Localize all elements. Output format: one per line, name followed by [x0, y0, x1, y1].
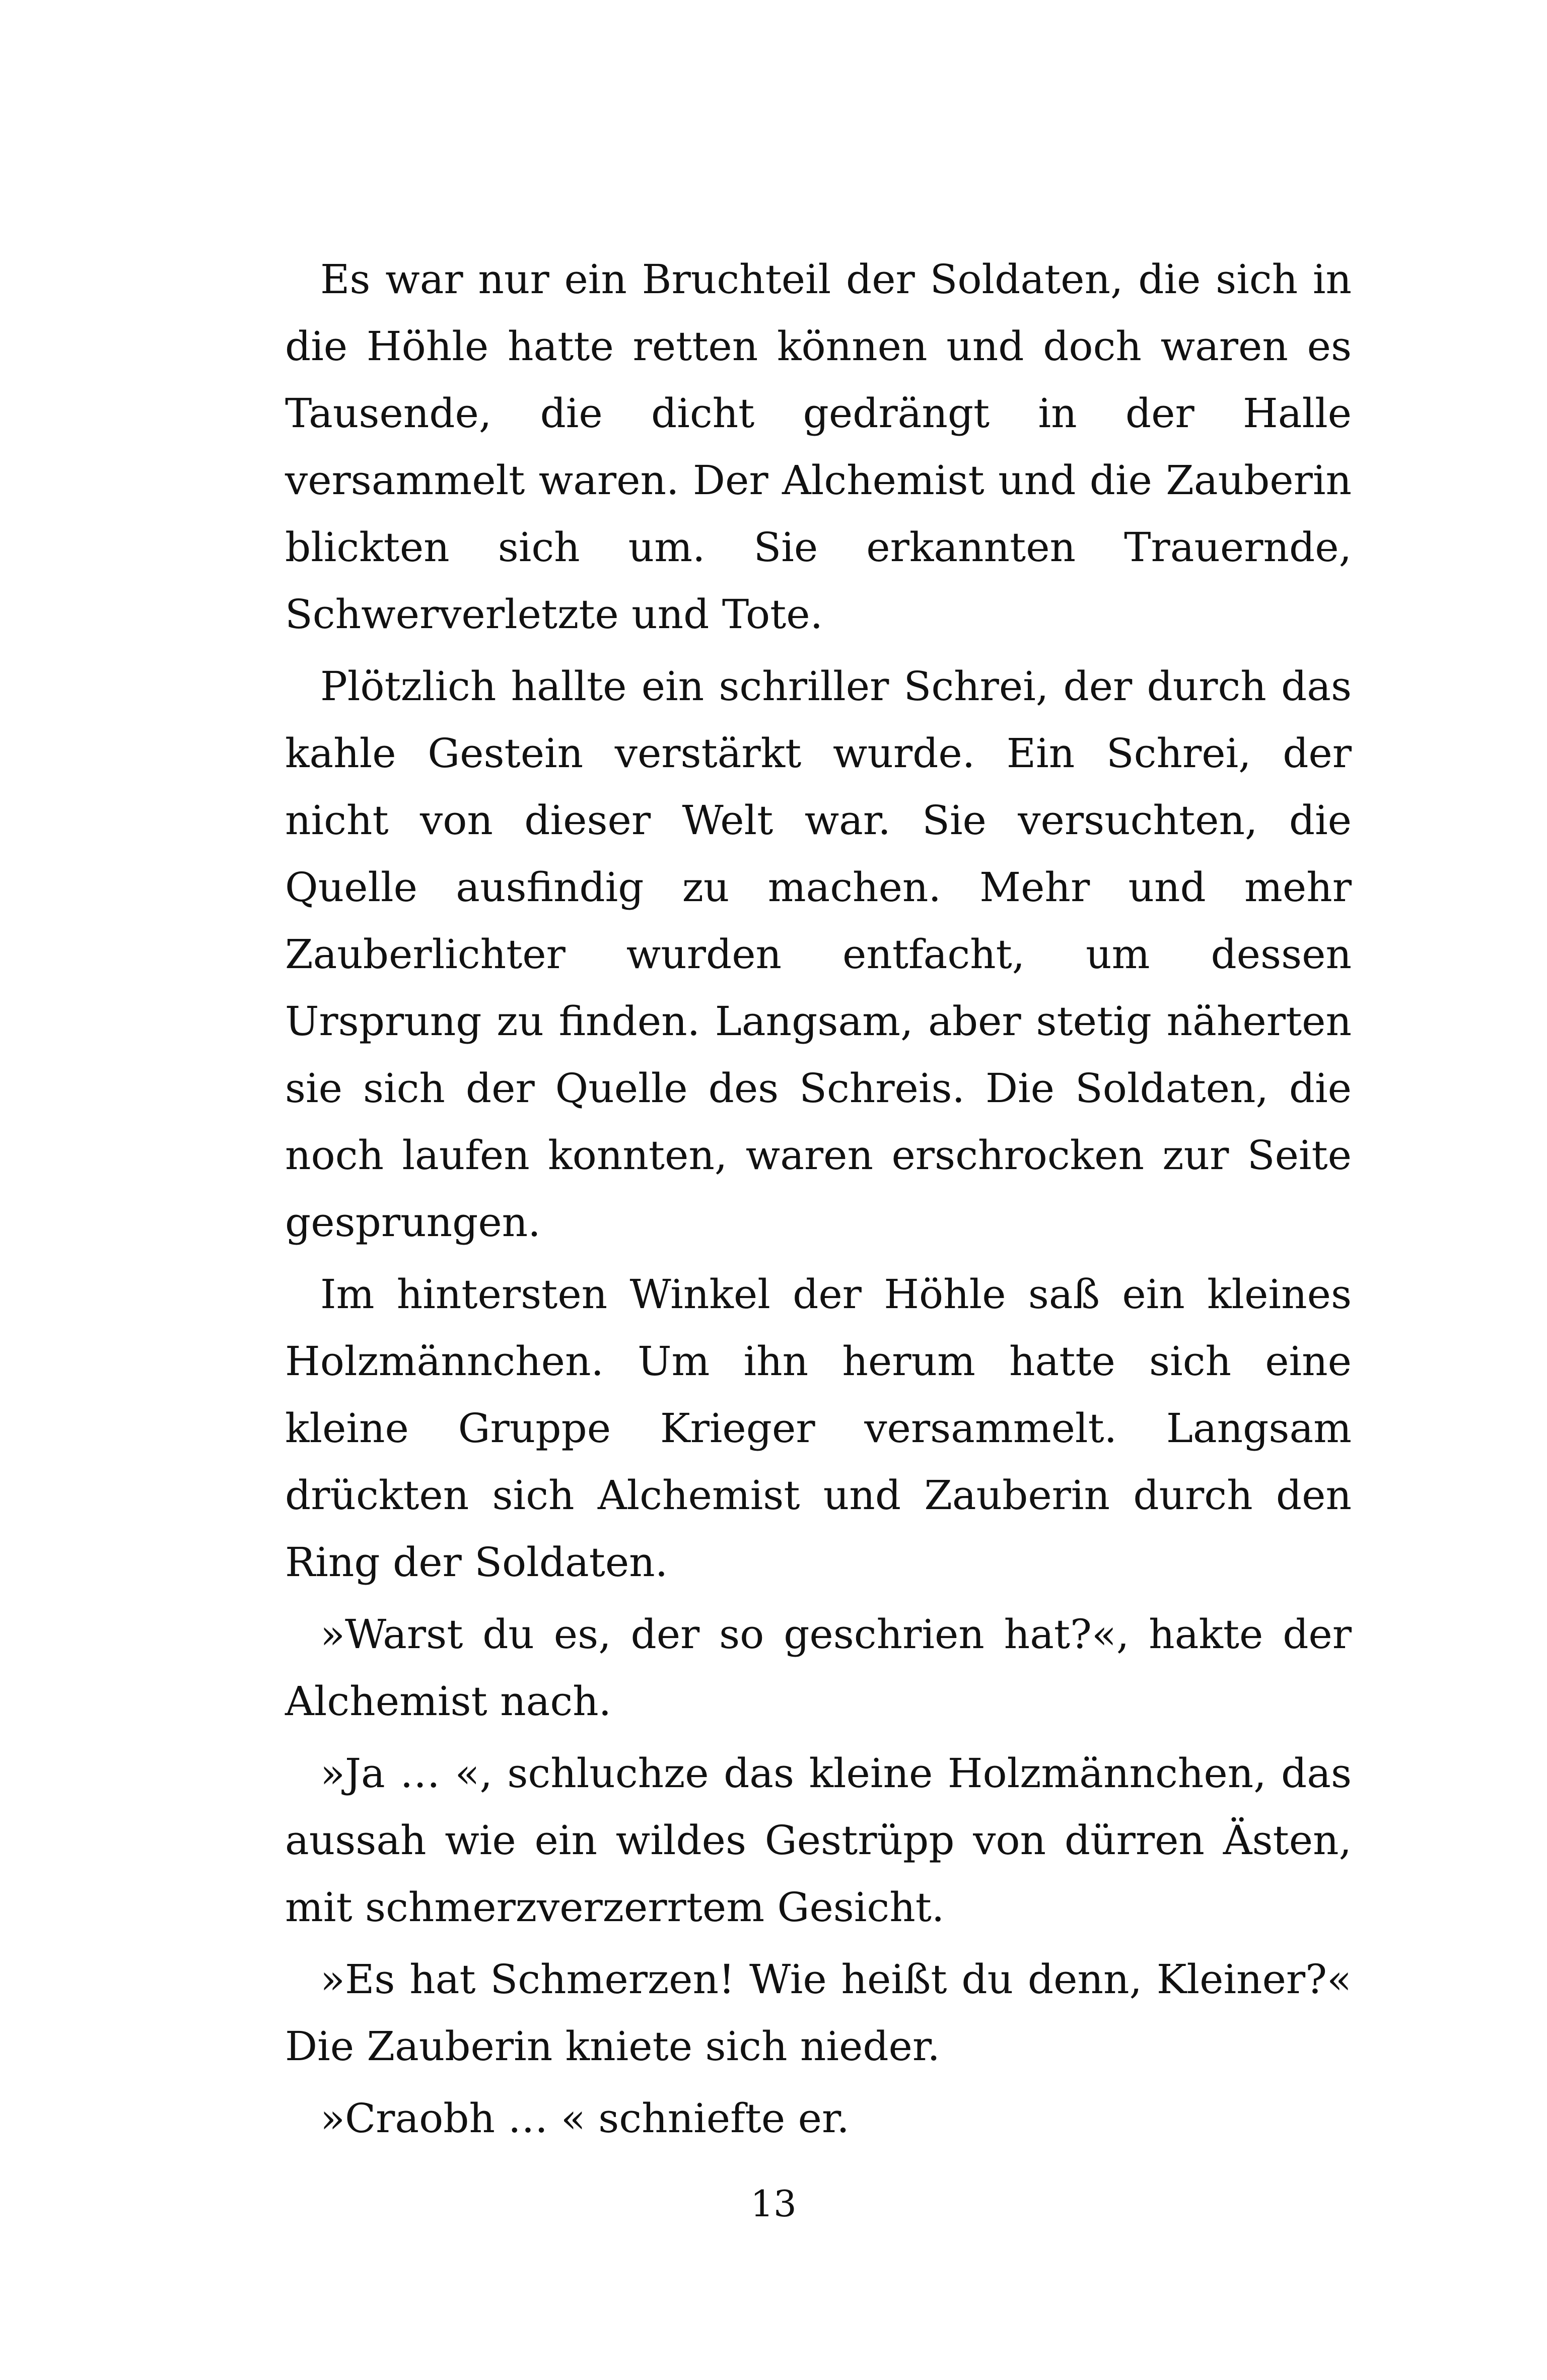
page-number: 13 [750, 2183, 797, 2225]
paragraph: »Ja … «, schluchze das kleine Holzmännchen, das aussah wie ein wildes Gestrüpp von dürren Ästen, mit schmerzverzerrtem Gesicht. [285, 1750, 1352, 1931]
paragraph: »Es hat Schmerzen! Wie heißt du denn, Kleiner?« Die Zauberin kniete sich nieder. [285, 1956, 1352, 2070]
paragraph: Im hintersten Winkel der Höhle saß ein kleines Holzmännchen. Um ihn herum hatte sich eine kleine Gruppe Krieger versammelt. Langsam drückten sich Alchemist und Zauberin durch den Ring der Soldaten. [285, 1271, 1352, 1586]
body-text [285, 246, 1352, 2157]
paragraph: Es war nur ein Bruchteil der Soldaten, die sich in die Höhle hatte retten können und doch waren es Tausende, die dicht gedrängt in der Halle versammelt waren. Der Alchemist und die Zauberin blickten sich um. Sie erkannten Trauernde, Schwerverletzte und Tote. [285, 256, 1352, 638]
paragraph: Plötzlich hallte ein schriller Schrei, der durch das kahle Gestein verstärkt wurde. Ein Schrei, der nicht von dieser Welt war. Sie versuchten, die Quelle ausfindig zu machen. Mehr und mehr Zauberlichter wurden entfacht, um dessen Ursprung zu finden. Langsam, aber stetig näherten sie sich der Quelle des Schreis. Die Soldaten, die noch laufen konnten, waren erschrocken zur Seite gesprungen. [285, 663, 1352, 1246]
paragraph: »Craobh … « schniefte er. [320, 2095, 850, 2142]
paragraph: »Warst du es, der so geschrien hat?«, hakte der Alchemist nach. [285, 1611, 1352, 1725]
